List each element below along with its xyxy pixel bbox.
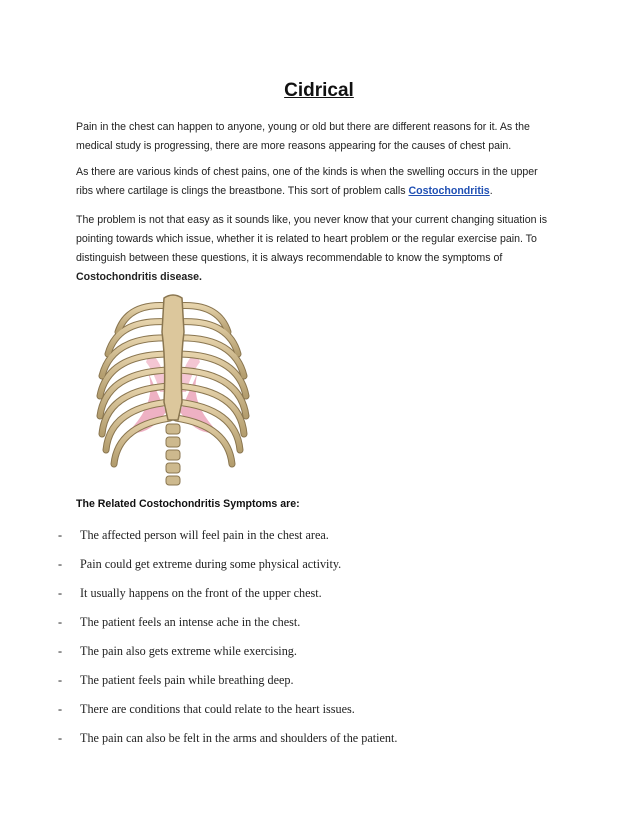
symptom-text: The patient feels pain while breathing deep. (80, 673, 294, 687)
list-item (0, 702, 638, 731)
list-item (0, 615, 638, 644)
list-dash: - (58, 644, 63, 658)
disease-name-bold: Costochondritis disease. (76, 271, 202, 283)
symptoms-intro-paragraph (76, 211, 556, 287)
list-item (0, 557, 638, 586)
paragraph-text: The problem is not that easy as it sounds like, you never know that your current changing situation is pointing towards which issue, whether it is related to heart problem or the regular exercise pain. To distinguish between these questions, it is always recommendable to know the symptoms of (76, 214, 548, 264)
costochondritis-link[interactable]: Costochondritis (408, 185, 490, 197)
list-dash: - (58, 615, 63, 629)
list-item (0, 644, 638, 673)
list-dash: - (58, 731, 63, 745)
paragraph-text: As there are various kinds of chest pains, one of the kinds is when the swelling occurs in the upper ribs where cartilage is clings the breastbone. This sort of problem calls (76, 166, 538, 197)
costochondritis-paragraph (76, 163, 556, 201)
intro-paragraph (76, 118, 556, 156)
symptom-text: The pain also gets extreme while exercising. (80, 644, 297, 658)
symptom-text: It usually happens on the front of the upper chest. (80, 586, 322, 600)
symptom-text: There are conditions that could relate to the heart issues. (80, 702, 355, 716)
symptoms-heading: The Related Costochondritis Symptoms are: (76, 498, 300, 510)
list-item (0, 731, 638, 760)
list-item (0, 586, 638, 615)
symptom-text: The patient feels an intense ache in the chest. (80, 615, 301, 629)
list-dash: - (58, 586, 63, 600)
rib-cage-illustration (88, 292, 258, 486)
list-item (0, 673, 638, 702)
symptom-text: The pain can also be felt in the arms and shoulders of the patient. (80, 731, 398, 745)
symptom-text: Pain could get extreme during some physical activity. (80, 557, 342, 571)
list-item (0, 528, 638, 557)
paragraph-period: . (489, 185, 493, 197)
list-dash: - (58, 673, 63, 687)
intro-text: Pain in the chest can happen to anyone, young or old but there are different reasons for it. As the medical study is progressing, there are more reasons appearing for the causes of chest pain. (76, 121, 530, 152)
list-dash: - (58, 702, 63, 716)
symptom-text: The affected person will feel pain in the chest area. (80, 528, 329, 542)
list-dash: - (58, 557, 63, 571)
list-dash: - (58, 528, 63, 542)
symptoms-list (0, 528, 638, 760)
page-title: Cidrical (284, 80, 354, 101)
